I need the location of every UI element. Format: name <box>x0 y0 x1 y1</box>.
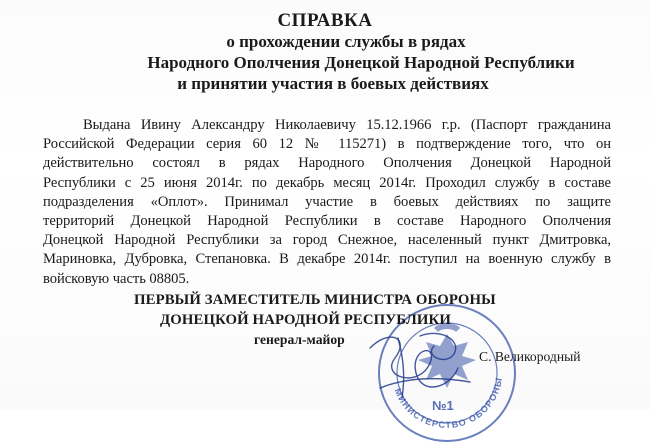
document-body <box>43 116 611 289</box>
handwritten-signature <box>350 318 500 408</box>
body-line: Мариновка, Дубровка, Степановка. В декабре 2014г. поступил на военную службу в <box>43 251 611 268</box>
body-line: Донецкой Народной Республики за город Снежное, населенный пункт Дмитровка, <box>43 232 611 249</box>
signatory-position-line-2: ДОНЕЦКОЙ НАРОДНОЙ РЕСПУБЛИКИ <box>160 312 451 328</box>
signatory-position-line-1: ПЕРВЫЙ ЗАМЕСТИТЕЛЬ МИНИСТРА ОБОРОНЫ <box>134 292 496 308</box>
body-line: территорий Донецкой Народной Республики в составе Народного Ополчения <box>43 213 611 230</box>
seal-number: №1 <box>432 398 454 413</box>
body-line: Российской Федерации серия 60 12 № 115271) в подтверждение того, что он <box>43 136 611 153</box>
subtitle-line-2: Народного Ополчения Донецкой Народной Республики <box>147 53 575 72</box>
seal-ring-text: МИНИСТЕРСТВО ОБОРОНЫ <box>392 376 505 431</box>
subtitle-line-1: о прохождении службы в рядах <box>226 32 466 51</box>
body-line: действительно состоял в рядах Народного Ополчения Донецкой Народной <box>43 155 611 172</box>
signatory-rank: генерал-майор <box>254 332 345 347</box>
subtitle-line-3: и принятии участия в боевых действиях <box>177 74 489 93</box>
body-line: Республики с 25 июня 2014г. по декабрь месяц 2014г. Проходил службу в составе <box>43 174 611 191</box>
document-heading <box>0 10 650 94</box>
signatory-name: С. Великородный <box>479 349 581 364</box>
body-line: войсковую часть 08805. <box>43 270 190 287</box>
document-title: СПРАВКА <box>277 10 373 31</box>
body-line: подразделения «Оплот». Принимал участие в боевых действиях по защите <box>43 193 611 210</box>
body-line: Выдана Ивину Александру Николаевичу 15.12.1966 г.р. (Паспорт гражданина <box>83 117 611 133</box>
top-edge-fragment <box>38 0 84 6</box>
